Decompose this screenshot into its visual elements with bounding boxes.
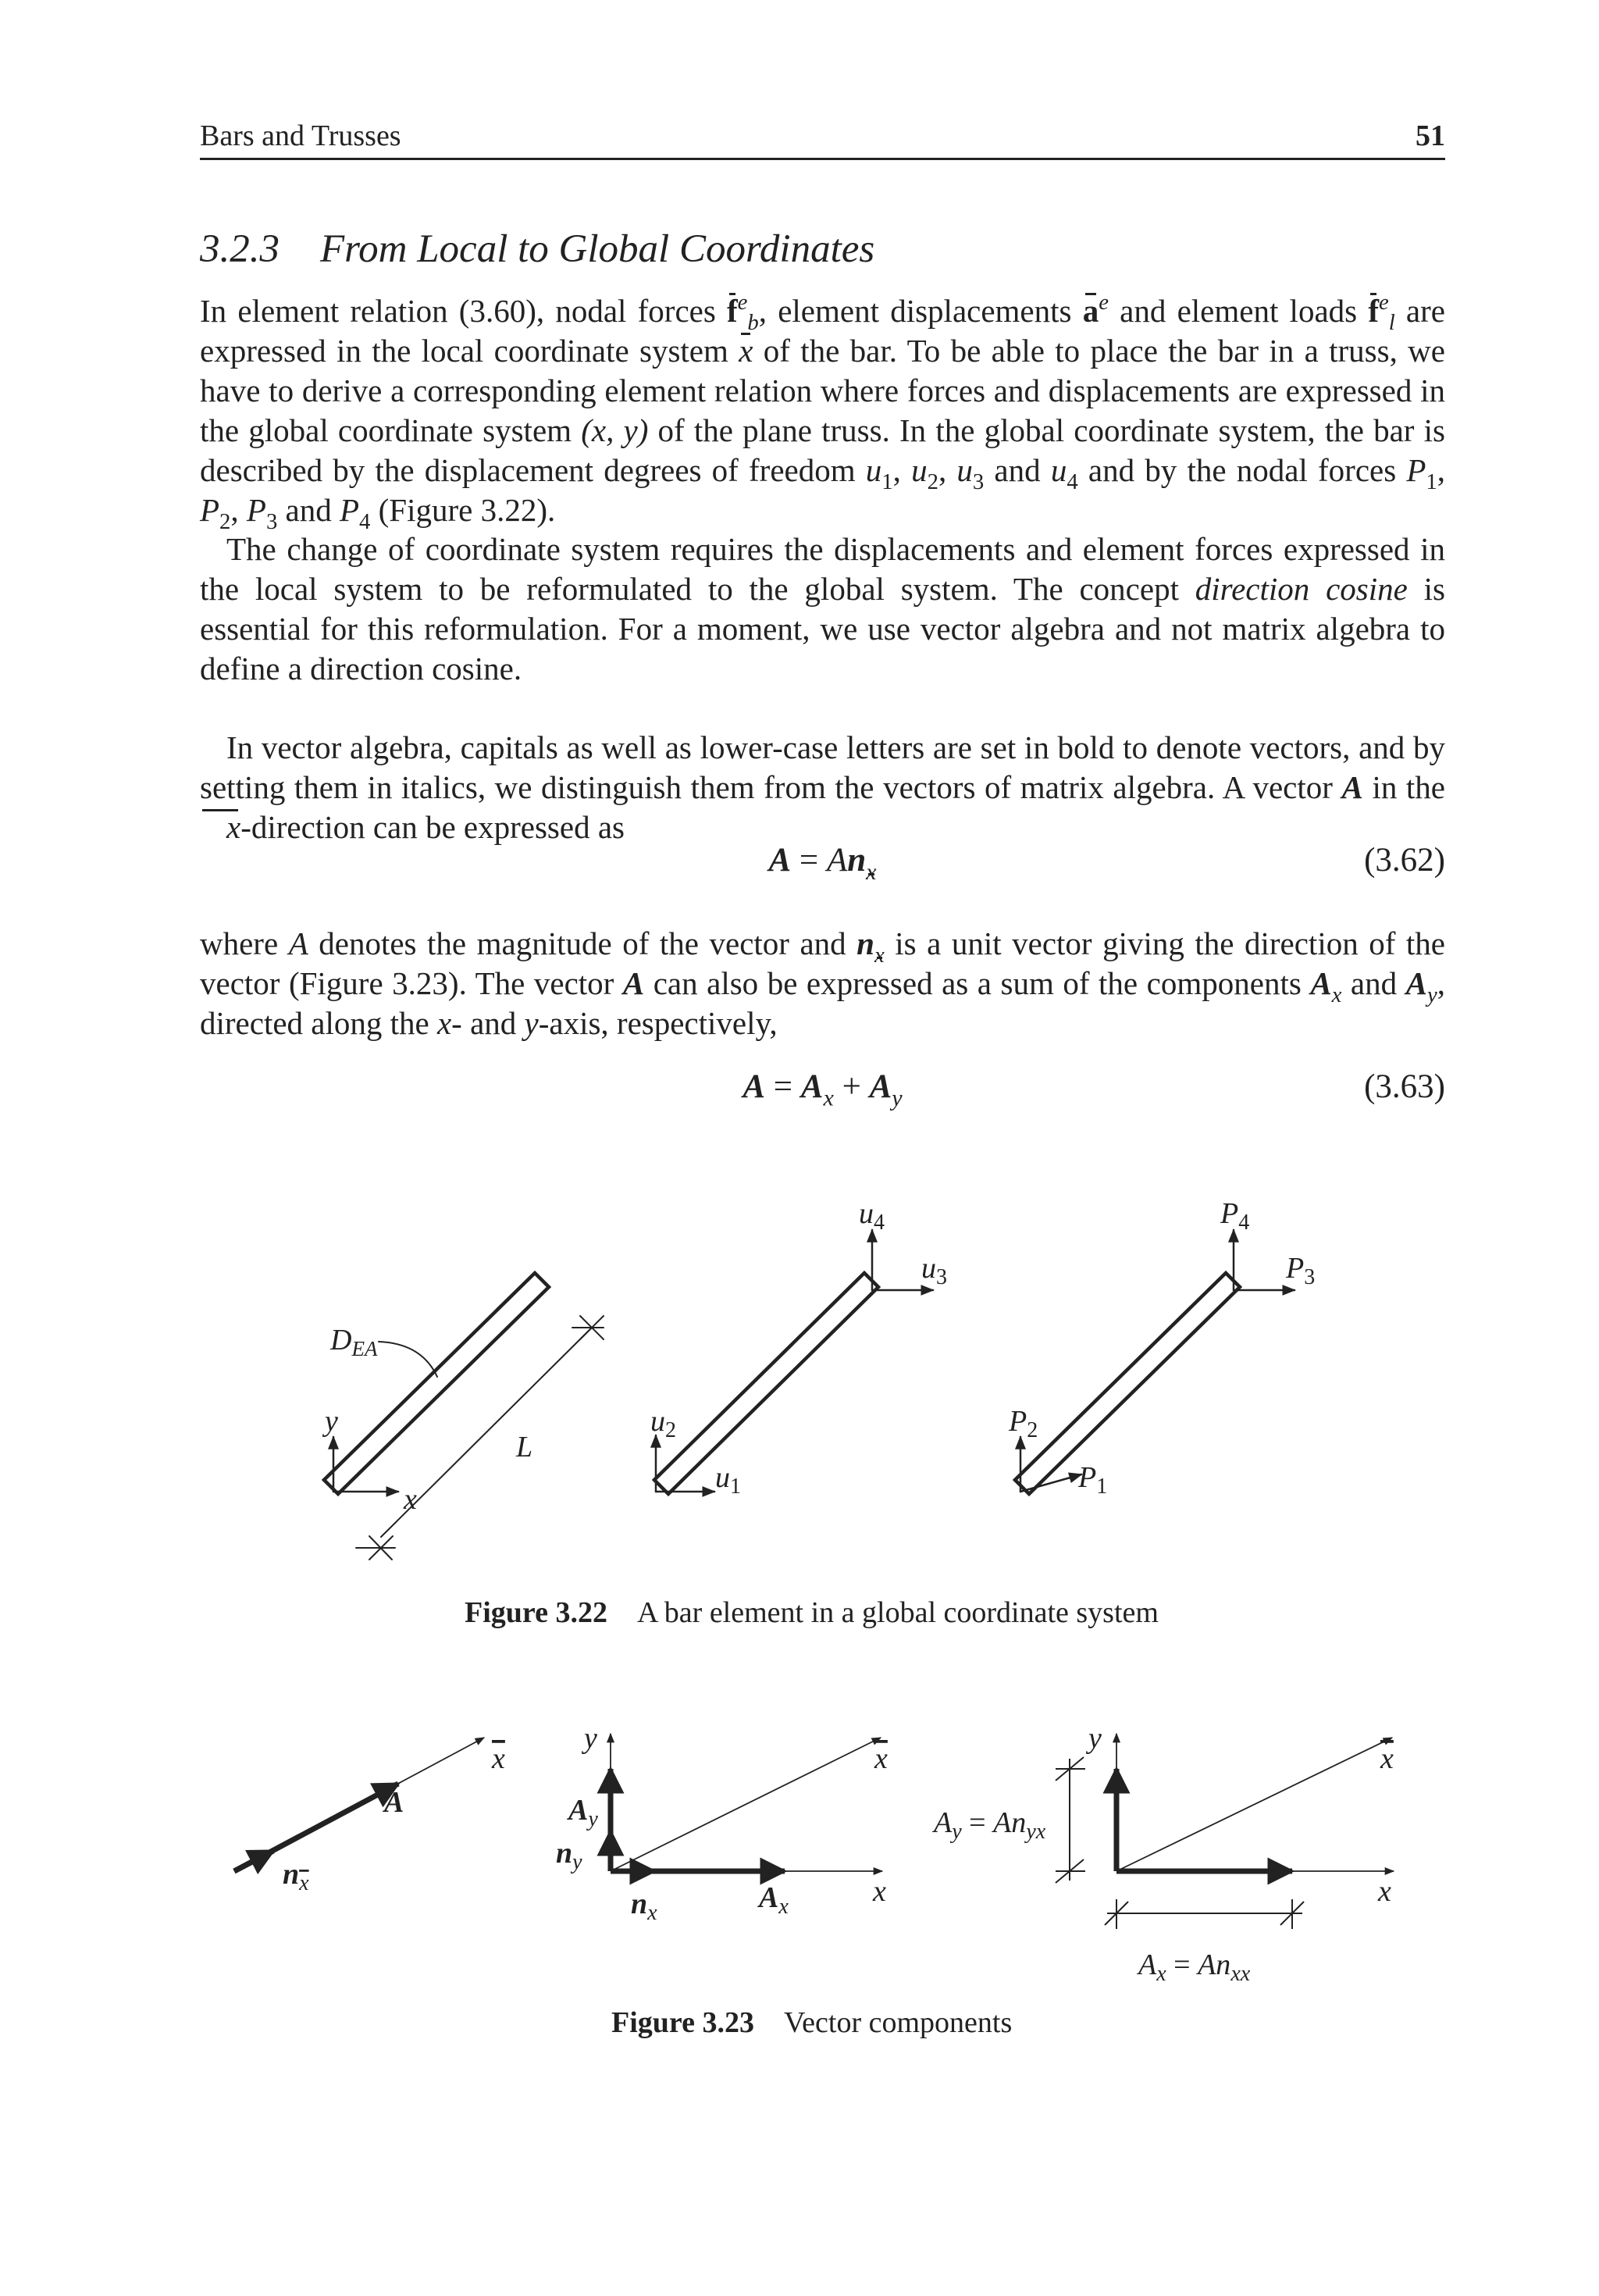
label-ay-eq: $A_y = An_{yx}$	[934, 1806, 1046, 1844]
paragraph-4: where A denotes the magnitude of the vector and $n_x$ is a unit vector giving the direction of the vector (Figure 3.23). The vector A can also be expressed as a sum of the components $A_x$ and $A_y$, directed along the x- and y-axis, respectively,	[200, 925, 1445, 1041]
equation-number: (3.63)	[1364, 1068, 1445, 1105]
section-number: 3.2.3	[200, 227, 280, 271]
label-u1: $u_1$	[715, 1461, 741, 1499]
dea-leader	[379, 1342, 437, 1377]
xbar-axis	[1116, 1738, 1392, 1871]
bar-2	[654, 1230, 933, 1494]
label-l: L	[516, 1431, 533, 1464]
label-u2: $u_2$	[650, 1405, 676, 1442]
label-nx: $n_x$	[283, 1858, 309, 1895]
label-xbar: x	[874, 1742, 888, 1775]
label-xbar: x	[492, 1742, 505, 1775]
bar-1	[324, 1273, 604, 1560]
section-title: From Local to Global Coordinates	[320, 227, 875, 271]
bar-2-shape	[654, 1273, 878, 1494]
label-u3: $u_3$	[921, 1252, 947, 1289]
term-direction-cosine: direction cosine	[1195, 571, 1408, 607]
xbar-axis	[611, 1738, 881, 1871]
caption-label: Figure 3.23	[611, 2006, 754, 2039]
label-x: x	[873, 1875, 886, 1908]
equation-3-62: $A = An_x$ (3.62)	[768, 842, 1445, 885]
paragraph-3: In vector algebra, capitals as well as lower-case letters are set in bold to denote vectors, and by setting them in italics, we distinguish them from the vectors of matrix algebra. A vector A in the x-direction can be expressed as	[200, 728, 1445, 847]
symbol-a-bar: a	[1083, 291, 1099, 331]
figure-3-23-labels	[283, 1722, 1394, 1986]
label-y: y	[325, 1405, 338, 1438]
label-ax: $A_x$	[759, 1881, 789, 1919]
label-y: y	[1088, 1722, 1102, 1755]
panel-1	[234, 1738, 484, 1871]
label-x: x	[404, 1483, 417, 1516]
label-x: x	[1378, 1875, 1391, 1908]
unit-vector-nx	[234, 1851, 273, 1871]
label-ny: $n_y$	[556, 1837, 582, 1874]
equation-number: (3.62)	[1364, 842, 1445, 879]
label-p2: $P_2$	[1009, 1405, 1038, 1442]
label-nx2: $n_x$	[631, 1888, 657, 1925]
figure-3-23-caption	[611, 2005, 1012, 2040]
paragraph-2: The change of coordinate system requires the displacements and element forces expressed in the local system to be reformulated to the global system. The concept direction cosine is essential for this reformulation. For a moment, we use vector algebra and not matrix algebra to define a direction cosine.	[200, 531, 1445, 686]
label-p4: $P_4$	[1220, 1197, 1250, 1235]
symbol-f-bar: f	[727, 291, 738, 331]
label-ax-eq: $A_x = An_{xx}$	[1138, 1948, 1251, 1986]
label-a: A	[384, 1786, 404, 1819]
page-number: 51	[1416, 119, 1445, 152]
bar-3	[1015, 1230, 1295, 1494]
panel-2	[611, 1734, 882, 1871]
figure-3-22	[324, 1230, 1295, 1560]
figure-3-23	[234, 1734, 1394, 1929]
equation-3-63: $A = A_x + A_y$ (3.63)	[743, 1068, 1445, 1111]
caption-text: A bar element in a global coordinate system	[636, 1596, 1159, 1629]
label-u4: $u_4$	[859, 1197, 885, 1235]
bar-3-shape	[1015, 1273, 1240, 1494]
label-xbar: x	[1380, 1742, 1394, 1775]
caption-label: Figure 3.22	[465, 1596, 607, 1629]
figure-3-22-caption	[465, 1595, 1159, 1630]
running-title: Bars and Trusses	[200, 119, 401, 152]
label-y: y	[584, 1722, 597, 1755]
symbol-f-bar: f	[1368, 291, 1379, 331]
caption-text: Vector components	[783, 2006, 1013, 2039]
paragraph-1: In element relation (3.60), nodal forces $f^e_b$, element displacements $a^e$ and element loads $f^e_l$ are expressed in the local coordinate system x of the bar. To be able to place the bar in a truss, we have to derive a corresponding element relation where forces and displacements are expressed in the global coordinate system (x, y) of the plane truss. In the global coordinate system, the bar is described by the displacement degrees of freedom $u_1$, $u_2$, $u_3$ and $u_4$ and by the nodal forces $P_1$, $P_2$, $P_3$ and $P_4$ (Figure 3.22).	[200, 290, 1446, 535]
label-ay: $A_y$	[568, 1794, 598, 1831]
panel-3	[1056, 1734, 1394, 1929]
label-p1: $P_1$	[1078, 1461, 1108, 1499]
label-d: $D_{EA}$	[330, 1324, 378, 1360]
label-p3: $P_3$	[1286, 1252, 1316, 1289]
bar-1-shape	[324, 1273, 549, 1494]
